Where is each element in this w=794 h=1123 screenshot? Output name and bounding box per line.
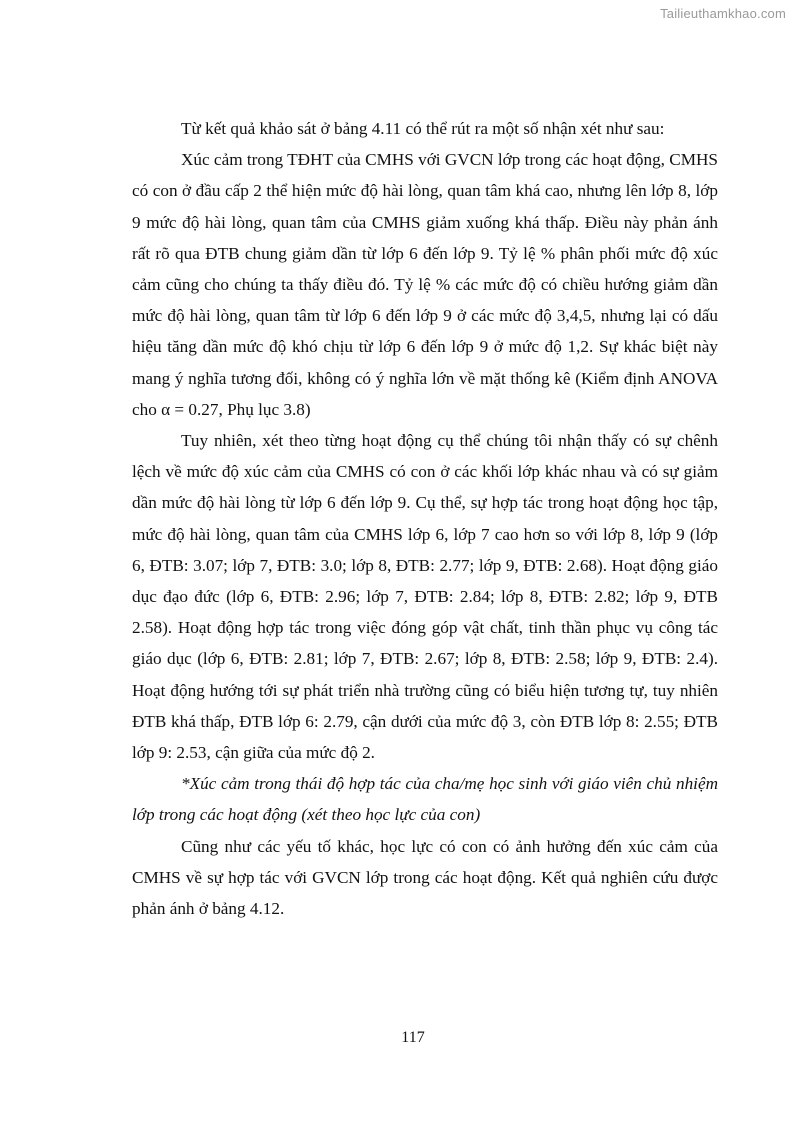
page-number: 117 (401, 1029, 425, 1046)
section-heading-italic: *Xúc cảm trong thái độ hợp tác của cha/mẹ học sinh với giáo viên chủ nhiệm lớp trong các hoạt động (xét theo học lực của con) (132, 774, 718, 825)
paragraph-activity-details: Tuy nhiên, xét theo từng hoạt động cụ thể chúng tôi nhận thấy có sự chênh lệch về mức độ xúc cảm của CMHS có con ở các khối lớp khác nhau và có sự giảm dần mức độ hài lòng từ lớp 6 đến lớp 9. Cụ thể, sự hợp tác trong hoạt động học tập, mức độ hài lòng, quan tâm của CMHS lớp 6, lớp 7 cao hơn so với lớp 8, lớp 9 (lớp 6, ĐTB: 3.07; lớp 7, ĐTB: 3.0; lớp 8, ĐTB: 2.77; lớp 9, ĐTB: 2.68). Hoạt động giáo dục đạo đức (lớp 6, ĐTB: 2.96; lớp 7, ĐTB: 2.84; lớp 8, ĐTB: 2.82; lớp 9, ĐTB 2.58). Hoạt động hợp tác trong việc đóng góp vật chất, tinh thần phục vụ công tác giáo dục (lớp 6, ĐTB: 2.81; lớp 7, ĐTB: 2.67; lớp 8, ĐTB: 2.58; lớp 9, ĐTB: 2.4). Hoạt động hướng tới sự phát triển nhà trường cũng có biểu hiện tương tự, tuy nhiên ĐTB khá thấp, ĐTB lớp 6: 2.79, cận dưới của mức độ 3, còn ĐTB lớp 8: 2.55; ĐTB lớp 9: 2.53, cận giữa của mức độ 2. (132, 431, 718, 763)
paragraph-overall-findings: Xúc cảm trong TĐHT của CMHS với GVCN lớp trong các hoạt động, CMHS có con ở đầu cấp 2 thể hiện mức độ hài lòng, quan tâm khá cao, nhưng lên lớp 8, lớp 9 mức độ hài lòng, quan tâm của CMHS giảm xuống khá thấp. Điều này phản ánh rất rõ qua ĐTB chung giảm dần từ lớp 6 đến lớp 9. Tỷ lệ % phân phối mức độ xúc cảm cũng cho chúng ta thấy điều đó. Tỷ lệ % các mức độ có chiều hướng giảm dần mức độ hài lòng, quan tâm từ lớp 6 đến lớp 9 ở các mức độ 3,4,5, nhưng lại có dấu hiệu tăng dần mức độ khó chịu từ lớp 6 đến lớp 9 ở mức độ 1,2. Sự khác biệt này mang ý nghĩa tương đối, không có ý nghĩa lớn về mặt thống kê (Kiểm định ANOVA cho α = 0.27, Phụ lục 3.8) (132, 150, 718, 419)
paragraph-intro: Từ kết quả khảo sát ở bảng 4.11 có thể rút ra một số nhận xét như sau: (181, 119, 665, 138)
site-watermark: Tailieuthamkhao.com (660, 6, 786, 21)
document-body (132, 113, 718, 924)
paragraph-academic-performance: Cũng như các yếu tố khác, học lực có con có ảnh hưởng đến xúc cảm của CMHS về sự hợp tác với GVCN lớp trong các hoạt động. Kết quả nghiên cứu được phản ánh ở bảng 4.12. (132, 836, 718, 919)
